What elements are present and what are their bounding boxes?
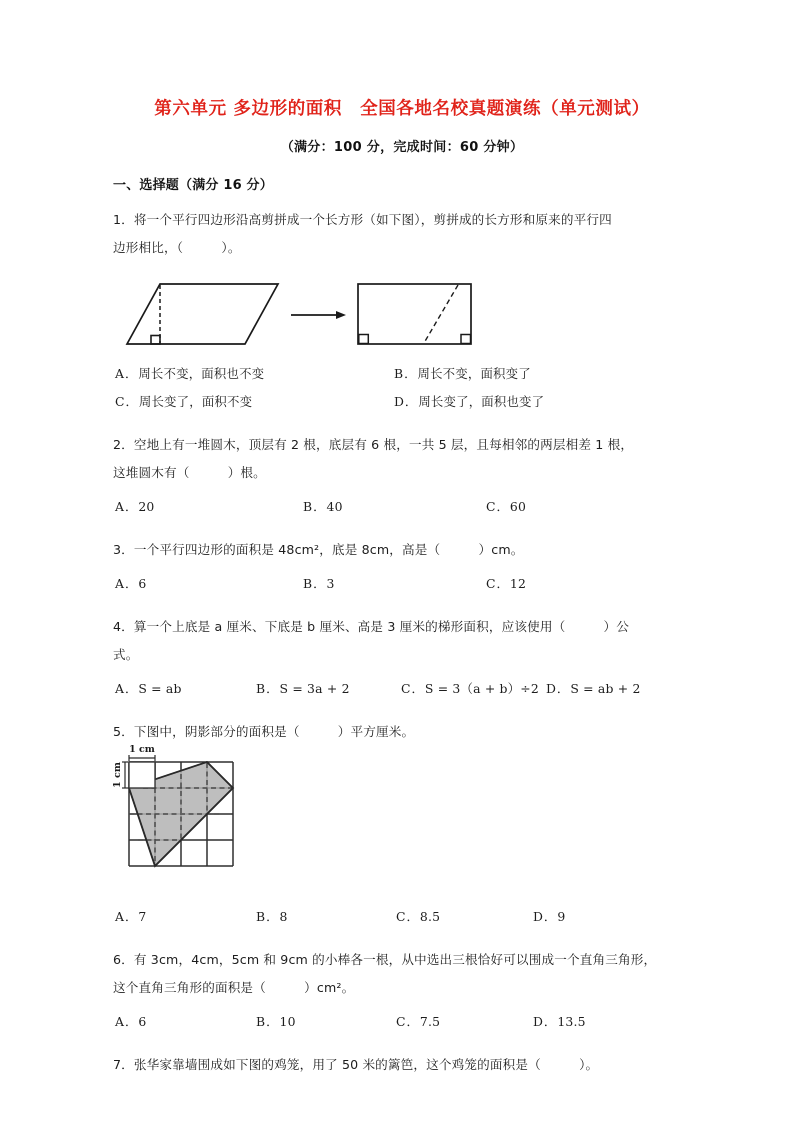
question-7-line-1: 7．张华家靠墙围成如下图的鸡笼，用了 50 米的篱笆，这个鸡笼的面积是（ ）。 (113, 1056, 599, 1072)
option-4-A[interactable] (115, 679, 182, 697)
question-4-line-2: 式。 (113, 646, 139, 662)
option-5-B[interactable] (256, 907, 288, 925)
option-1-D[interactable] (394, 392, 544, 410)
transform-arrow-head (336, 311, 346, 319)
option-5-C-label: C． (396, 908, 420, 924)
page-title: 第六单元 多边形的面积 全国各地名校真题演练（单元测试） (154, 99, 650, 119)
right-angle-marker-rect-right (461, 334, 471, 343)
question-5-line-1: 5．下图中，阴影部分的面积是（ ）平方厘米。 (113, 723, 415, 739)
section-heading-choice: 一、选择题（满分 16 分） (113, 177, 273, 193)
option-3-B-label: B． (303, 575, 327, 591)
question-6-line-2: 这个直角三角形的面积是（ ）cm²。 (113, 979, 355, 995)
right-angle-marker-parallelogram (151, 335, 160, 344)
option-1-A-text: 周长不变，面积也不变 (138, 365, 265, 381)
option-6-D-label: D． (533, 1013, 558, 1029)
question-1-options (113, 364, 691, 418)
option-4-B-text: S = 3a + 2 (279, 680, 350, 696)
option-6-D-text: 13.5 (557, 1013, 586, 1029)
option-2-A-text: 20 (138, 498, 155, 514)
option-1-B-label: B． (394, 365, 418, 381)
option-4-A-label: A． (115, 680, 139, 696)
option-1-B[interactable] (394, 364, 531, 382)
option-2-A-label: A． (115, 498, 139, 514)
question-2 (113, 431, 691, 487)
page-subtitle: （满分：100 分，完成时间：60 分钟） (280, 139, 524, 155)
question-7 (113, 1051, 691, 1079)
option-5-D[interactable] (533, 907, 565, 925)
question-6-line-1: 6．有 3cm，4cm，5cm 和 9cm 的小棒各一根，从中选出三根恰好可以围成一个直角三角形， (113, 951, 657, 967)
question-5 (113, 718, 691, 746)
option-2-C[interactable] (486, 497, 526, 515)
option-4-B[interactable] (256, 679, 350, 697)
option-3-B[interactable] (303, 574, 335, 592)
option-1-C-text: 周长变了，面积不变 (138, 393, 253, 409)
question-4-options (113, 679, 691, 705)
option-3-C-text: 12 (509, 575, 527, 591)
option-6-C[interactable] (396, 1012, 440, 1030)
option-4-B-label: B． (256, 680, 280, 696)
question-1 (113, 206, 691, 262)
option-1-D-label: D． (394, 393, 419, 409)
option-1-C[interactable] (115, 392, 252, 410)
option-4-C[interactable] (401, 679, 539, 697)
option-2-C-text: 60 (509, 498, 527, 514)
option-5-C-text: 8.5 (419, 908, 441, 924)
question-2-line-1: 2．空地上有一堆圆木，顶层有 2 根，底层有 6 根，一共 5 层，且每相邻的两层相差 1 根， (113, 436, 634, 452)
option-1-A[interactable] (115, 364, 264, 382)
question-5-options (113, 907, 691, 933)
option-3-A[interactable] (115, 574, 146, 592)
option-6-C-label: C． (396, 1013, 420, 1029)
question-4 (113, 613, 691, 669)
question-3-line-1: 3．一个平行四边形的面积是 48cm²，底是 8cm，高是（ ）cm。 (113, 541, 524, 557)
option-1-C-label: C． (115, 393, 139, 409)
option-2-B-text: 40 (326, 498, 343, 514)
option-1-A-label: A． (115, 365, 139, 381)
option-1-D-text: 周长变了，面积也变了 (418, 393, 545, 409)
option-3-A-text: 6 (138, 575, 147, 591)
option-6-A[interactable] (115, 1012, 146, 1030)
option-6-B-text: 10 (279, 1013, 296, 1029)
option-2-B-label: B． (303, 498, 327, 514)
option-5-B-text: 8 (279, 908, 288, 924)
parallelogram-shape (127, 284, 278, 344)
question-2-line-2: 这堆圆木有（ ）根。 (113, 464, 266, 480)
shaded-grid-svg (112, 743, 363, 897)
question-4-line-1: 4．算一个上底是 a 厘米、下底是 b 厘米、高是 3 厘米的梯形面积，应该使用（ ）公 (113, 618, 630, 634)
option-4-D[interactable] (546, 679, 641, 697)
option-4-C-text: S = 3（a + b）÷2 (424, 680, 539, 696)
question-1-line-1: 1．将一个平行四边形沿高剪拼成一个长方形（如下图），剪拼成的长方形和原来的平行四 (113, 211, 612, 227)
unit-cell-indicator-overlay (129, 762, 155, 788)
option-5-A[interactable] (115, 907, 146, 925)
option-3-C[interactable] (486, 574, 526, 592)
option-5-A-text: 7 (138, 908, 147, 924)
option-6-A-text: 6 (138, 1013, 147, 1029)
option-1-B-text: 周长不变，面积变了 (417, 365, 531, 381)
option-2-A[interactable] (115, 497, 155, 515)
option-3-B-text: 3 (326, 575, 335, 591)
option-4-D-label: D． (546, 680, 571, 696)
question-6 (113, 946, 691, 1002)
option-6-B-label: B． (256, 1013, 280, 1029)
option-6-C-text: 7.5 (419, 1013, 441, 1029)
option-5-B-label: B． (256, 908, 280, 924)
right-angle-marker-rect-left (359, 334, 369, 343)
option-4-D-text: S = ab + 2 (570, 680, 641, 696)
figure-parallelogram-to-rectangle (113, 276, 691, 354)
option-2-C-label: C． (486, 498, 510, 514)
question-1-line-2: 边形相比，（ ）。 (113, 239, 241, 255)
option-5-C[interactable] (396, 907, 440, 925)
rectangle-cut-dashed (424, 285, 458, 343)
option-6-B[interactable] (256, 1012, 296, 1030)
unit-height-label: 1 cm (112, 761, 123, 788)
question-3-options (113, 574, 691, 600)
parallelogram-rectangle-svg (113, 276, 443, 354)
question-6-options (113, 1012, 691, 1038)
option-4-A-text: S = ab (138, 680, 182, 696)
option-5-D-text: 9 (557, 908, 566, 924)
option-5-A-label: A． (115, 908, 139, 924)
option-5-D-label: D． (533, 908, 558, 924)
option-6-A-label: A． (115, 1013, 139, 1029)
figure-shaded-grid (112, 743, 691, 897)
unit-width-label: 1 cm (129, 743, 155, 755)
question-2-options (113, 497, 691, 523)
document-content (113, 0, 691, 1079)
option-2-B[interactable] (303, 497, 343, 515)
option-3-A-label: A． (115, 575, 139, 591)
option-6-D[interactable] (533, 1012, 586, 1030)
option-3-C-label: C． (486, 575, 510, 591)
question-3 (113, 536, 691, 564)
option-4-C-label: C． (401, 680, 425, 696)
